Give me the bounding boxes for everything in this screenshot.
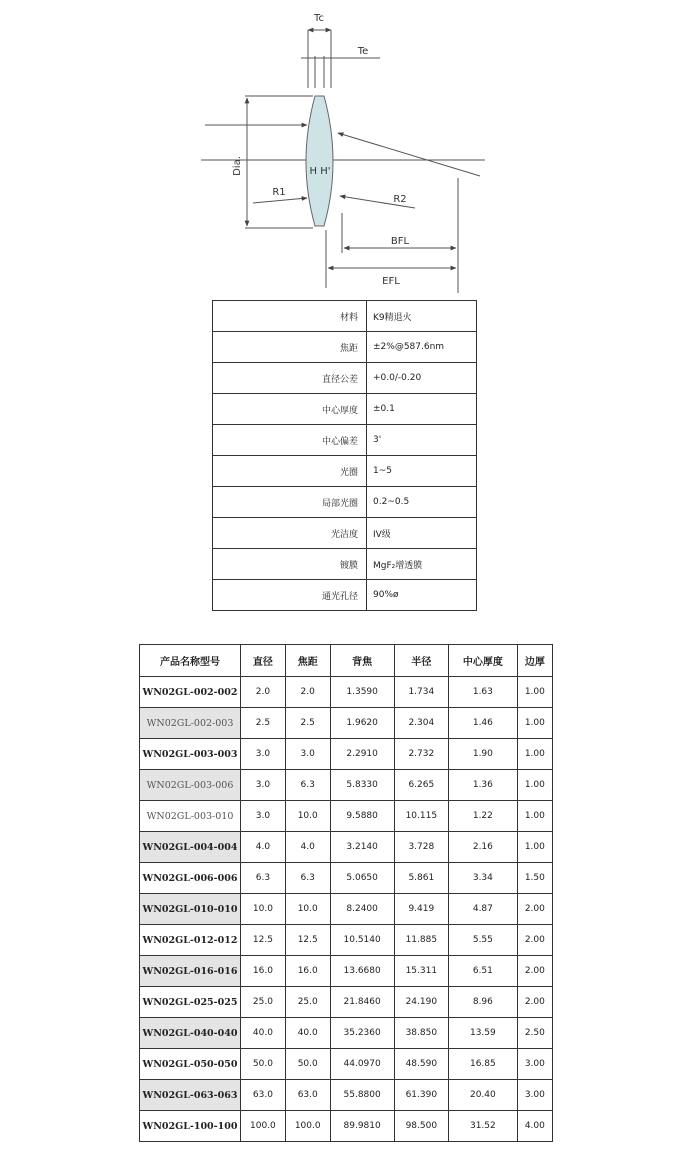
spec-label: 材料: [213, 301, 367, 332]
value-cell: 8.96: [449, 987, 518, 1018]
spec-value: K9精退火: [367, 301, 477, 332]
table-row: [140, 1049, 553, 1080]
value-cell: 3.2140: [330, 832, 394, 863]
value-cell: 40.0: [285, 1018, 330, 1049]
model-cell: WN02GL-100-100: [140, 1111, 241, 1142]
bfl-label: BFL: [390, 236, 410, 247]
table-row: [140, 1018, 553, 1049]
te-label: Te: [357, 46, 369, 57]
value-cell: 8.2400: [330, 894, 394, 925]
column-header: 半径: [394, 645, 448, 677]
spec-label: 局部光圈: [213, 487, 367, 518]
spec-row: [213, 456, 477, 487]
table-row: [140, 801, 553, 832]
model-cell: WN02GL-003-006: [140, 770, 241, 801]
value-cell: 1.22: [449, 801, 518, 832]
model-cell: WN02GL-010-010: [140, 894, 241, 925]
r1-label: R1: [272, 187, 286, 198]
value-cell: 13.6680: [330, 956, 394, 987]
value-cell: 6.51: [449, 956, 518, 987]
product-table-header: [140, 645, 553, 677]
value-cell: 2.00: [517, 956, 552, 987]
value-cell: 6.3: [241, 863, 286, 894]
table-row: [140, 863, 553, 894]
value-cell: 100.0: [241, 1111, 286, 1142]
product-table: [139, 644, 553, 1142]
model-cell: WN02GL-003-003: [140, 739, 241, 770]
table-row: [140, 987, 553, 1018]
model-cell: WN02GL-003-010: [140, 801, 241, 832]
table-row: [140, 832, 553, 863]
value-cell: 13.59: [449, 1018, 518, 1049]
value-cell: 1.9620: [330, 708, 394, 739]
value-cell: 3.728: [394, 832, 448, 863]
value-cell: 9.419: [394, 894, 448, 925]
principal-planes-label: H H': [309, 166, 331, 177]
value-cell: 10.5140: [330, 925, 394, 956]
table-row: [140, 1111, 553, 1142]
model-cell: WN02GL-004-004: [140, 832, 241, 863]
value-cell: 63.0: [241, 1080, 286, 1111]
value-cell: 6.3: [285, 770, 330, 801]
value-cell: 3.00: [517, 1080, 552, 1111]
value-cell: 3.0: [241, 770, 286, 801]
table-row: [140, 677, 553, 708]
efl-label: EFL: [382, 276, 400, 287]
value-cell: 2.0: [285, 677, 330, 708]
value-cell: 3.0: [241, 739, 286, 770]
spec-value: ±2%@587.6nm: [367, 332, 477, 363]
value-cell: 1.00: [517, 832, 552, 863]
value-cell: 48.590: [394, 1049, 448, 1080]
biconvex-lens: [306, 96, 333, 226]
spec-value: +0.0/-0.20: [367, 363, 477, 394]
value-cell: 16.0: [241, 956, 286, 987]
spec-value: ±0.1: [367, 394, 477, 425]
dia-label: Dia.: [232, 156, 243, 176]
value-cell: 1.3590: [330, 677, 394, 708]
value-cell: 15.311: [394, 956, 448, 987]
value-cell: 1.00: [517, 770, 552, 801]
value-cell: 3.34: [449, 863, 518, 894]
column-header: 焦距: [285, 645, 330, 677]
thickness-dimension: [301, 30, 380, 88]
value-cell: 10.0: [285, 894, 330, 925]
table-row: [140, 739, 553, 770]
value-cell: 1.734: [394, 677, 448, 708]
spec-label: 镀膜: [213, 549, 367, 580]
value-cell: 4.87: [449, 894, 518, 925]
value-cell: 2.50: [517, 1018, 552, 1049]
spec-row: [213, 363, 477, 394]
value-cell: 2.732: [394, 739, 448, 770]
spec-label: 通光孔径: [213, 580, 367, 611]
value-cell: 4.0: [285, 832, 330, 863]
value-cell: 5.0650: [330, 863, 394, 894]
value-cell: 1.36: [449, 770, 518, 801]
value-cell: 25.0: [285, 987, 330, 1018]
specification-table: [212, 300, 477, 611]
value-cell: 55.8800: [330, 1080, 394, 1111]
spec-row: [213, 580, 477, 611]
value-cell: 2.00: [517, 925, 552, 956]
column-header: 中心厚度: [449, 645, 518, 677]
spec-row: [213, 425, 477, 456]
table-row: [140, 708, 553, 739]
model-cell: WN02GL-050-050: [140, 1049, 241, 1080]
table-row: [140, 770, 553, 801]
spec-value: IV级: [367, 518, 477, 549]
value-cell: 35.2360: [330, 1018, 394, 1049]
value-cell: 40.0: [241, 1018, 286, 1049]
value-cell: 31.52: [449, 1111, 518, 1142]
value-cell: 12.5: [285, 925, 330, 956]
value-cell: 4.00: [517, 1111, 552, 1142]
value-cell: 2.5: [285, 708, 330, 739]
value-cell: 1.00: [517, 677, 552, 708]
spec-value: MgF₂增透膜: [367, 549, 477, 580]
model-cell: WN02GL-025-025: [140, 987, 241, 1018]
value-cell: 4.0: [241, 832, 286, 863]
value-cell: 63.0: [285, 1080, 330, 1111]
value-cell: 24.190: [394, 987, 448, 1018]
value-cell: 3.00: [517, 1049, 552, 1080]
spec-label: 直径公差: [213, 363, 367, 394]
value-cell: 89.9810: [330, 1111, 394, 1142]
value-cell: 1.00: [517, 708, 552, 739]
spec-row: [213, 487, 477, 518]
value-cell: 44.0970: [330, 1049, 394, 1080]
column-header: 产品名称型号: [140, 645, 241, 677]
spec-value: 0.2~0.5: [367, 487, 477, 518]
value-cell: 2.00: [517, 894, 552, 925]
value-cell: 38.850: [394, 1018, 448, 1049]
value-cell: 2.2910: [330, 739, 394, 770]
value-cell: 1.63: [449, 677, 518, 708]
spec-row: [213, 549, 477, 580]
value-cell: 2.5: [241, 708, 286, 739]
value-cell: 5.861: [394, 863, 448, 894]
spec-row: [213, 518, 477, 549]
tc-label: Tc: [314, 13, 324, 24]
spec-row: [213, 332, 477, 363]
spec-value: 90%ø: [367, 580, 477, 611]
value-cell: 5.55: [449, 925, 518, 956]
value-cell: 2.304: [394, 708, 448, 739]
value-cell: 20.40: [449, 1080, 518, 1111]
value-cell: 21.8460: [330, 987, 394, 1018]
value-cell: 10.115: [394, 801, 448, 832]
spec-value: 1~5: [367, 456, 477, 487]
value-cell: 1.90: [449, 739, 518, 770]
spec-label: 光圈: [213, 456, 367, 487]
spec-label: 中心偏差: [213, 425, 367, 456]
spec-value: 3': [367, 425, 477, 456]
spec-label: 焦距: [213, 332, 367, 363]
model-cell: WN02GL-016-016: [140, 956, 241, 987]
column-header: 边厚: [517, 645, 552, 677]
value-cell: 16.85: [449, 1049, 518, 1080]
value-cell: 3.0: [285, 739, 330, 770]
value-cell: 10.0: [285, 801, 330, 832]
value-cell: 6.3: [285, 863, 330, 894]
model-cell: WN02GL-040-040: [140, 1018, 241, 1049]
value-cell: 12.5: [241, 925, 286, 956]
column-header: 直径: [241, 645, 286, 677]
value-cell: 2.0: [241, 677, 286, 708]
table-row: [140, 894, 553, 925]
lens-diagram: [195, 8, 495, 293]
r2-label: R2: [393, 194, 407, 205]
value-cell: 2.00: [517, 987, 552, 1018]
table-row: [140, 1080, 553, 1111]
model-cell: WN02GL-063-063: [140, 1080, 241, 1111]
value-cell: 10.0: [241, 894, 286, 925]
value-cell: 50.0: [241, 1049, 286, 1080]
value-cell: 50.0: [285, 1049, 330, 1080]
spec-row: [213, 301, 477, 332]
model-cell: WN02GL-002-002: [140, 677, 241, 708]
value-cell: 11.885: [394, 925, 448, 956]
value-cell: 5.8330: [330, 770, 394, 801]
value-cell: 1.00: [517, 739, 552, 770]
value-cell: 9.5880: [330, 801, 394, 832]
value-cell: 1.00: [517, 801, 552, 832]
model-cell: WN02GL-006-006: [140, 863, 241, 894]
model-cell: WN02GL-012-012: [140, 925, 241, 956]
value-cell: 1.46: [449, 708, 518, 739]
value-cell: 16.0: [285, 956, 330, 987]
value-cell: 1.50: [517, 863, 552, 894]
value-cell: 100.0: [285, 1111, 330, 1142]
spec-label: 中心厚度: [213, 394, 367, 425]
value-cell: 61.390: [394, 1080, 448, 1111]
value-cell: 3.0: [241, 801, 286, 832]
value-cell: 98.500: [394, 1111, 448, 1142]
value-cell: 6.265: [394, 770, 448, 801]
table-row: [140, 956, 553, 987]
column-header: 背焦: [330, 645, 394, 677]
value-cell: 2.16: [449, 832, 518, 863]
table-row: [140, 925, 553, 956]
spec-label: 光洁度: [213, 518, 367, 549]
model-cell: WN02GL-002-003: [140, 708, 241, 739]
spec-row: [213, 394, 477, 425]
value-cell: 25.0: [241, 987, 286, 1018]
